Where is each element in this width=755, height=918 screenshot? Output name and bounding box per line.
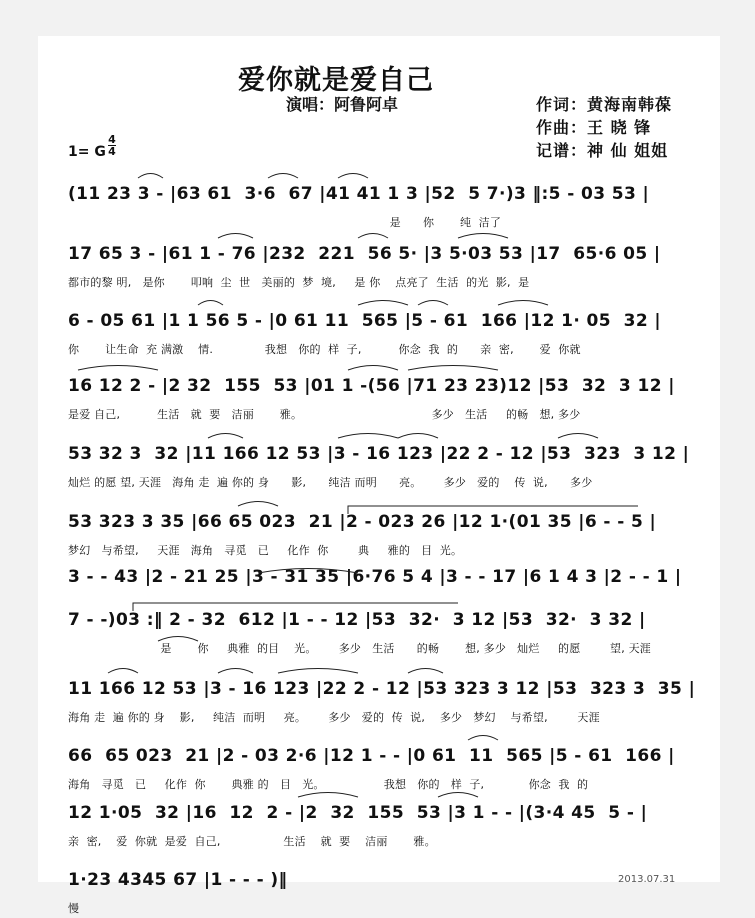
score-sheet — [38, 36, 720, 915]
transcriber-credit: 记谱：神 仙 姐姐 — [536, 141, 669, 160]
lyric-line: 灿烂 的愿 望, 天涯 海角 走 遍 你的 身 影, 纯洁 而明 亮。 多少 爱的 传 说, 多少 — [68, 476, 593, 489]
slur-arc — [138, 174, 163, 179]
slur-arc — [258, 569, 358, 574]
time-signature-bottom: 4 — [108, 145, 116, 158]
slur-arc — [338, 434, 398, 439]
key-signature: 1= G — [68, 144, 106, 160]
slur-arc — [418, 301, 448, 306]
lyric-line: 都市的黎 明, 是你 叩响 尘 世 美丽的 梦 境, 是 你 点亮了 生活 的光 影, 是 — [68, 276, 530, 289]
lyric-line: 亲 密, 爱 你就 是爱 自己, 生活 就 要 洁丽 雅。 — [68, 835, 436, 848]
notation-line: 53 32 3 32 |11 166 12 53 |3 - 16 123 |22 2 - 12 |53 323 3 12 | — [68, 444, 690, 464]
slur-arc — [198, 301, 223, 306]
volta-bracket — [133, 603, 458, 611]
lyric-line: 海角 走 遍 你的 身 影, 纯洁 而明 亮。 多少 爱的 传 说, 多少 梦幻 与希望, 天涯 — [68, 711, 600, 724]
slur-arc — [408, 366, 498, 371]
slur-arc — [158, 637, 198, 642]
composer-credit: 作曲：王 晓 锋 — [536, 118, 652, 137]
slur-arc — [358, 301, 408, 306]
slur-arc — [468, 736, 498, 741]
notation-line: 3 - - 43 |2 - 21 25 |3 - 31 35 |6·76 5 4 |3 - - 17 |6 1 4 3 |2 - - 1 | — [68, 567, 682, 587]
slur-arc — [218, 234, 253, 239]
time-signature-top: 4 — [108, 133, 116, 146]
lyric-line: 是 你 纯 洁了 — [68, 216, 502, 229]
slur-arc — [298, 793, 358, 798]
slur-arc — [348, 366, 398, 371]
notation-line: 11 166 12 53 |3 - 16 123 |22 2 - 12 |53 323 3 12 |53 323 3 35 | — [68, 679, 696, 699]
notation-line: 66 65 023 21 |2 - 03 2·6 |12 1 - - |0 61 11 565 |5 - 61 166 | — [68, 746, 675, 766]
song-title: 爱你就是爱自己 — [238, 65, 434, 96]
slur-arc — [438, 793, 478, 798]
notation-line: 53 323 3 35 |66 65 023 21 |2 - 023 26 |12 1·(01 35 |6 - - 5 | — [68, 512, 657, 532]
slur-marks — [38, 36, 720, 882]
slur-arc — [78, 366, 158, 371]
notation-line: 12 1·05 32 |16 12 2 - |2 32 155 53 |3 1 - - |(3·4 45 5 - | — [68, 803, 648, 823]
slur-arc — [338, 174, 368, 179]
slur-arc — [238, 502, 278, 507]
lyric-line: 你 让生命 充 满激 情. 我想 你的 样 子, 你念 我 的 亲 密, 爱 你就 — [68, 343, 581, 356]
slur-arc — [278, 669, 358, 674]
notation-line: 16 12 2 - |2 32 155 53 |01 1 -(56 |71 23 23)12 |53 32 3 12 | — [68, 376, 675, 396]
slur-arc — [208, 434, 243, 439]
lyric-line: 慢 — [68, 902, 80, 915]
slur-arc — [268, 174, 298, 179]
lyric-line: 梦幻 与希望, 天涯 海角 寻觅 已 化作 你 典 雅的 目 光。 — [68, 544, 463, 557]
notation-line: 7 - -)03 :‖ 2 - 32 612 |1 - - 12 |53 32· 3 12 |53 32· 3 32 | — [68, 610, 646, 630]
singer-credit: 演唱：阿鲁阿卓 — [286, 95, 399, 114]
lyric-line: 是爱 自己, 生活 就 要 洁丽 雅。 多少 生活 的畅 想, 多少 — [68, 408, 581, 421]
lyric-line: 海角 寻觅 已 化作 你 典雅 的 目 光。 我想 你的 样 子, 你念 我 的 — [68, 778, 589, 791]
slur-arc — [108, 669, 138, 674]
lyric-line: 是 你 典雅 的目 光。 多少 生活 的畅 想, 多少 灿烂 的愿 望, 天涯 — [68, 642, 652, 655]
slur-arc — [458, 234, 508, 239]
slur-arc — [498, 301, 548, 306]
notation-line: 1·23 4345 67 |1 - - - )‖ — [68, 870, 288, 890]
transcription-date: 2013.07.31 — [618, 874, 676, 885]
notation-line: 17 65 3 - |61 1 - 76 |232 221 56 5· |3 5·03 53 |17 65·6 05 | — [68, 244, 661, 264]
slur-arc — [358, 234, 388, 239]
notation-line: (11 23 3 - |63 61 3·6 67 |41 41 1 3 |52 5 7·)3 ‖:5 - 03 53 | — [68, 184, 650, 204]
slur-arc — [218, 669, 253, 674]
slur-arc — [398, 434, 438, 439]
lyricist-credit: 作词：黄海南韩葆 — [536, 95, 673, 114]
volta-bracket — [348, 506, 638, 514]
slur-arc — [558, 434, 598, 439]
notation-line: 6 - 05 61 |1 1 56 5 - |0 61 11 565 |5 - 61 166 |12 1· 05 32 | — [68, 311, 661, 331]
slur-arc — [408, 669, 443, 674]
